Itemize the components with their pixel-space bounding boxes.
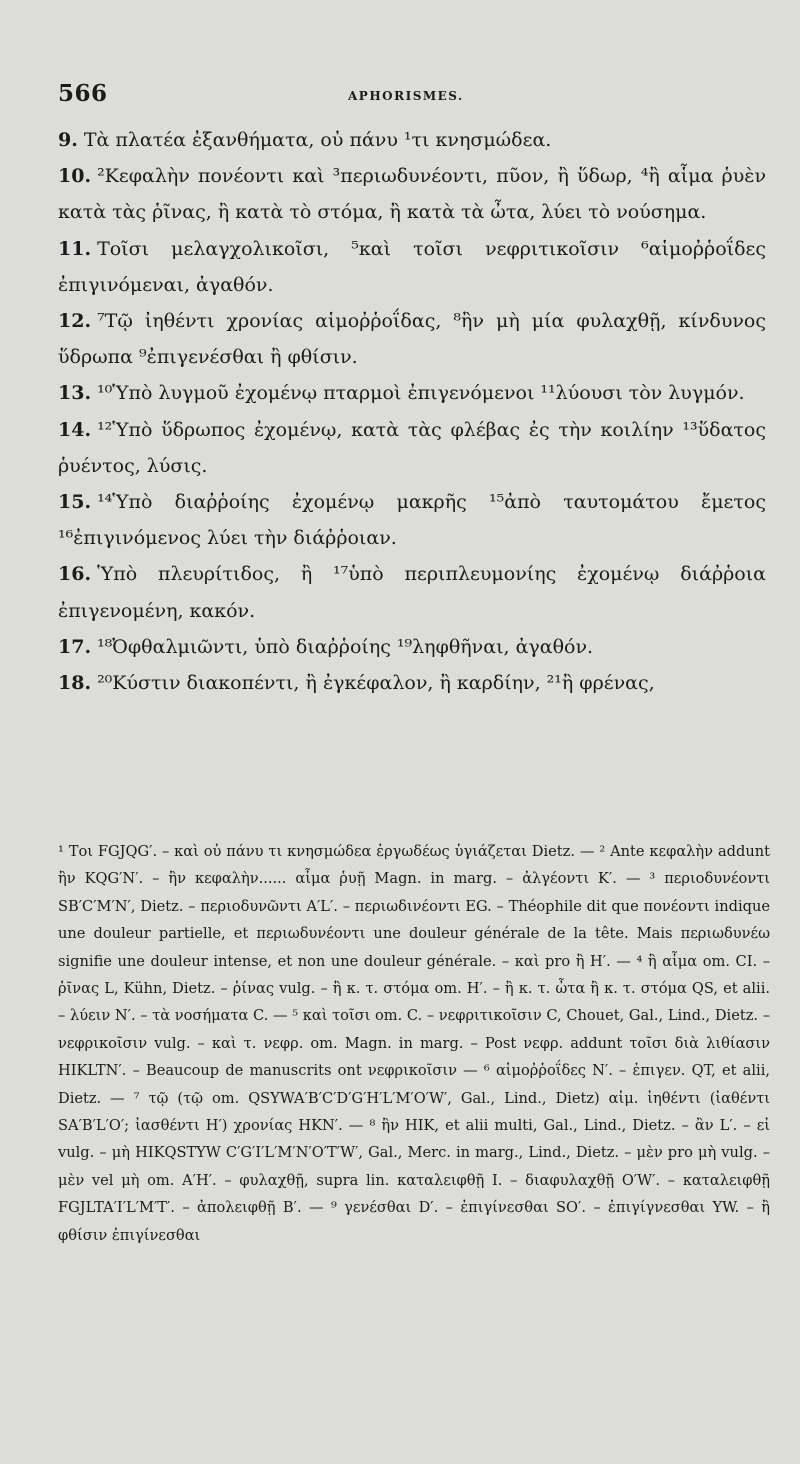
aphorism-text: ¹⁸Ὀφθαλμιῶντι, ὑπὸ διαῤῥοίης ¹⁹ληφθῆναι, ἀγαθόν. bbox=[97, 635, 594, 658]
aphorism-number: 13. bbox=[58, 382, 92, 405]
aphorism-number: 14. bbox=[58, 418, 92, 441]
aphorism-16 bbox=[58, 556, 766, 628]
aphorism-17 bbox=[58, 629, 766, 665]
aphorism-18 bbox=[58, 665, 766, 701]
aphorism-number: 18. bbox=[58, 672, 92, 695]
aphorism-number: 12. bbox=[58, 310, 92, 333]
aphorism-12 bbox=[58, 303, 766, 375]
aphorism-text: Τοῖσι μελαγχολικοῖσι, ⁵καὶ τοῖσι νεφριτικοῖσιν ⁶αἱμοῤῥοΐδες ἐπιγινόμεναι, ἀγαθόν. bbox=[58, 237, 766, 296]
aphorism-14 bbox=[58, 412, 766, 484]
footnotes-text: ¹ Τοι FGJQG′. – καὶ οὐ πάνυ τι κνησμώδεα ἐργωδέως ὑγιάζεται Dietz. — ² Ante κεφαλὴν addunt ἢν KQG′N′. – ἢν κεφαλὴν...... αἷμα ῥυῇ Magn. in marg. – ἀλγέοντι K′. — ³ περιοδυνέοντι SB′C′M′N′, Dietz. – περιοδυνῶντι A′L′. – περιωδινέοντι EG. – Théophile dit que πονέοντι indique une douleur partielle, et περιωδυνέοντι une douleur générale de la tête. Mais περιωδυνέω signifie une douleur intense, et non une douleur générale. – καὶ pro ἢ H′. — ⁴ ἢ αἷμα om. CI. – ῥῖνας L, Kühn, Dietz. – ῥίνας vulg. – ἢ κ. τ. στόμα om. H′. – ἢ κ. τ. ὦτα ἢ κ. τ. στόμα QS, et alii. – λύειν N′. – τὰ νοσήματα C. — ⁵ καὶ τοῖσι om. C. – νεφριτικοῖσιν C, Chouet, Gal., Lind., Dietz. – νεφρικοῖσιν vulg. – καὶ τ. νεφρ. om. Magn. in marg. – Post νεφρ. addunt τοῖσι διὰ λιθίασιν HIKLTN′. – Beaucoup de manuscrits ont νεφρικοῖσιν — ⁶ αἱμοῤῥοΐδες N′. – ἐπιγεν. QT, et alii, Dietz. — ⁷ τῷ (τῷ om. QSYWA′B′C′D′G′H′L′M′O′W′, Gal., Lind., Dietz) αἱμ. ἰηθέντι (ἰαθέντι SA′B′L′O′; ἰασθέντι H′) χρονίας HKN′. — ⁸ ἢν HIK, et alii multi, Gal., Lind., Dietz. – ἂν L′. – εἰ vulg. – μὴ HIKQSTYW C′G′I′L′M′N′O′T′W′, Gal., Merc. in marg., Lind., Dietz. – μὲν pro μὴ vulg. – μὲν vel μὴ om. A′H′. – φυλαχθῇ, supra lin. καταλειφθῇ I. – διαφυλαχθῇ O′W′. – καταλειφθῇ FGJLTA′I′L′M′T′. – ἀπολειφθῇ B′. — ⁹ γενέσθαι D′. – ἐπιγίνεσθαι SO′. – ἐπιγίγνεσθαι YW. – ἢ φθίσιν ἐπιγίνεσθαι bbox=[58, 843, 771, 1244]
aphorisms-text bbox=[58, 122, 766, 701]
aphorism-9 bbox=[58, 122, 766, 158]
aphorism-11 bbox=[58, 231, 766, 303]
page-number: 566 bbox=[58, 80, 108, 107]
aphorism-13 bbox=[58, 375, 766, 411]
aphorism-number: 10. bbox=[58, 165, 92, 188]
aphorism-text: ¹⁴Ὑπὸ διαῤῥοίης ἐχομένῳ μακρῆς ¹⁵ἀπὸ ταυτομάτου ἔμετος ¹⁶ἐπιγινόμενος λύει τὴν διάῤῥοιαν. bbox=[58, 491, 766, 550]
aphorism-15 bbox=[58, 484, 766, 556]
aphorism-text: ²⁰Κύστιν διακοπέντι, ἢ ἐγκέφαλον, ἢ καρδίην, ²¹ἢ φρένας, bbox=[97, 672, 655, 695]
footnotes bbox=[58, 838, 770, 1249]
aphorism-10 bbox=[58, 158, 766, 230]
aphorism-number: 15. bbox=[58, 491, 92, 514]
aphorism-number: 16. bbox=[58, 563, 92, 586]
aphorism-text: Τὰ πλατέα ἐξανθήματα, οὐ πάνυ ¹τι κνησμώδεα. bbox=[83, 129, 552, 151]
aphorism-number: 17. bbox=[58, 635, 92, 658]
running-title: APHORISMES. bbox=[348, 89, 464, 103]
aphorism-number: 9. bbox=[58, 129, 78, 151]
aphorism-text: Ὑπὸ πλευρίτιδος, ἢ ¹⁷ὑπὸ περιπλευμονίης ἐχομένῳ διάῤῥοια ἐπιγενομένη, κακόν. bbox=[58, 563, 766, 622]
aphorism-text: ¹²Ὑπὸ ὕδρωπος ἐχομένῳ, κατὰ τὰς φλέβας ἐς τὴν κοιλίην ¹³ὕδατος ῥυέντος, λύσις. bbox=[58, 418, 766, 477]
aphorism-number: 11. bbox=[58, 237, 92, 260]
aphorism-text: ¹⁰Ὑπὸ λυγμοῦ ἐχομένῳ πταρμοὶ ἐπιγενόμενοι ¹¹λύουσι τὸν λυγμόν. bbox=[97, 382, 745, 405]
aphorism-text: ⁷Τῷ ἰηθέντι χρονίας αἱμοῤῥοΐδας, ⁸ἢν μὴ μία φυλαχθῇ, κίνδυνος ὕδρωπα ⁹ἐπιγενέσθαι ἢ φθίσιν. bbox=[58, 310, 766, 369]
aphorism-text: ²Κεφαλὴν πονέοντι καὶ ³περιωδυνέοντι, πῦον, ἢ ὕδωρ, ⁴ἢ αἷμα ῥυὲν κατὰ τὰς ῥῖνας, ἢ κατὰ τὸ στόμα, ἢ κατὰ τὰ ὦτα, λύει τὸ νούσημα. bbox=[58, 165, 766, 224]
page-header bbox=[58, 80, 758, 110]
